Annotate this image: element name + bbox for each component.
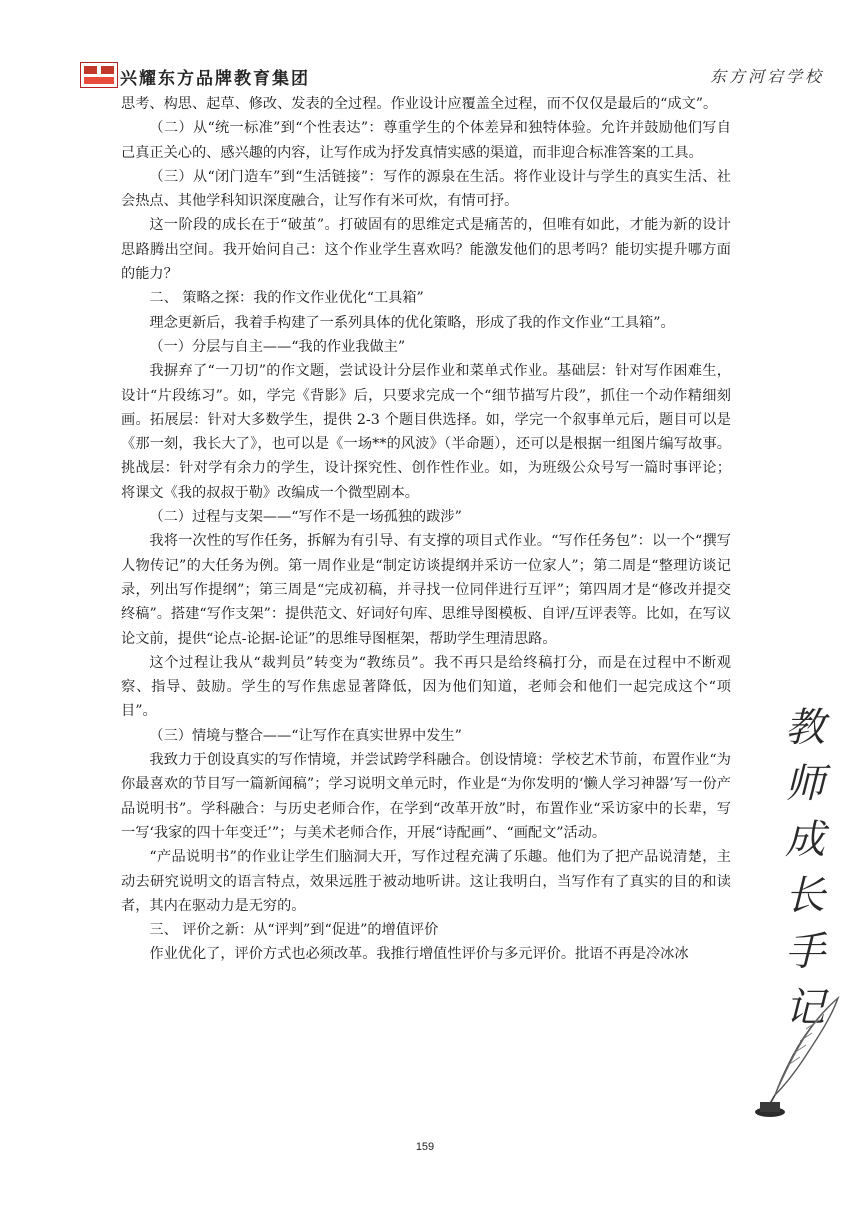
- article-body: [121, 92, 731, 967]
- page-number: 159: [415, 1141, 435, 1153]
- school-name: 东方河宕学校: [709, 67, 824, 86]
- paragraph: 这个过程让我从“裁判员”转变为“教练员”。我不再只是给终稿打分，而是在过程中不断观察、指导、鼓励。学生的写作焦虑显著降低，因为他们知道，老师会和他们一起完成这个“项目”。: [121, 654, 731, 720]
- paragraph: 我将一次性的写作任务，拆解为有引导、有支撑的项目式作业。“写作任务包”：以一个“撰写人物传记”的大任务为例。第一周作业是“制定访谈提纲并采访一位家人”；第二周是“整理访谈记录，列出写作提纲”；第三周是“完成初稿，并寻找一位同伴进行互评”；第四周才是“修改并提交终稿”。搭建“写作支架”：提供范文、好词好句库、思维导图模板、自评/互评表等。比如，在写议论文前，提供“论点-论据-论证”的思维导图框架，帮助学生理清思路。: [121, 533, 731, 647]
- side-title-char: 教: [785, 705, 825, 751]
- paragraph: 理念更新后，我着手构建了一系列具体的优化策略，形成了我的作文作业“工具箱”。: [149, 314, 675, 331]
- paragraph: “产品说明书”的作业让学生们脑洞大开，写作过程充满了乐趣。他们为了把产品说清楚，主动去研究说明文的语言特点，效果远胜于被动地听讲。这让我明白，当写作有了真实的目的和读者，其内在驱动力是无穷的。: [121, 849, 731, 914]
- page-header: [0, 0, 850, 95]
- paragraph: 我摒弃了“一刀切”的作文题，尝试设计分层作业和菜单式作业。基础层：针对写作困难生，设计“片段练习”。如，学完《背影》后，只要求完成一个“细节描写片段”，抓住一个动作精细刻画。拓展层：针对大多数学生，提供 2-3 个题目供选择。如，学完一个叙事单元后，题目可以是《那一刻，我长大了》，也可以是《一场**的风波》（半命题），还可以是根据一组图片编写故事。挑战层：针对学有余力的学生，设计探究性、创作性作业。如，为班级公众号写一篇时事评论；将课文《我的叔叔于勒》改编成一个微型剧本。: [121, 363, 731, 501]
- section-heading: 三、 评价之新：从“评判”到“促进”的增值评价: [149, 922, 439, 939]
- side-title-char: 师: [785, 761, 825, 807]
- section-heading: 二、 策略之探：我的作文作业优化“工具箱”: [149, 290, 424, 307]
- group-logo-icon: [80, 62, 118, 88]
- paragraph: （二）从“统一标准”到“个性表达”：尊重学生的个体差异和独特体验。允许并鼓励他们写自己真正关心的、感兴趣的内容，让写作成为抒发真情实感的渠道，而非迎合标准答案的工具。: [121, 120, 731, 161]
- subsection-heading: （二）过程与支架——“写作不是一场孤独的跋涉”: [149, 509, 462, 526]
- side-title-vertical: [775, 700, 835, 1036]
- side-title-char: 长: [785, 873, 825, 919]
- paragraph: 思考、构思、起草、修改、发表的全过程。作业设计应覆盖全过程，而不仅仅是最后的“成文”。: [121, 96, 718, 112]
- quill-pen-icon: [748, 995, 843, 1120]
- paragraph: （三）从“闭门造车”到“生活链接”：写作的源泉在生活。将作业设计与学生的真实生活、社会热点、其他学科知识深度融合，让写作有米可炊，有情可抒。: [121, 168, 731, 210]
- subsection-heading: （三）情境与整合——“让写作在真实世界中发生”: [149, 727, 462, 744]
- side-title-char: 手: [785, 929, 825, 975]
- brand-title: 兴耀东方品牌教育集团: [120, 69, 310, 89]
- paragraph: 我致力于创设真实的写作情境，并尝试跨学科融合。创设情境：学校艺术节前，布置作业“为你最喜欢的节目写一篇新闻稿”；学习说明文单元时，作业是“为你发明的‘懒人学习神器’写一份产品说明书”。学科融合：与历史老师合作，在学到“改革开放”时，布置作业“采访家中的长辈，写一写‘我家的四十年变迁’”；与美术老师合作，开展“诗配画”、“画配文”活动。: [121, 752, 731, 841]
- side-title-char: 记: [785, 985, 825, 1031]
- paragraph: 这一阶段的成长在于“破茧”。打破固有的思维定式是痛苦的，但唯有如此，才能为新的设计思路腾出空间。我开始问自己：这个作业学生喜欢吗？能激发他们的思考吗？能切实提升哪方面的能力？: [121, 217, 731, 283]
- paragraph: 作业优化了，评价方式也必须改革。我推行增值性评价与多元评价。批语不再是冷冰冰: [149, 946, 689, 963]
- subsection-heading: （一）分层与自主——“我的作业我做主”: [149, 338, 406, 355]
- side-title-char: 成: [785, 817, 825, 863]
